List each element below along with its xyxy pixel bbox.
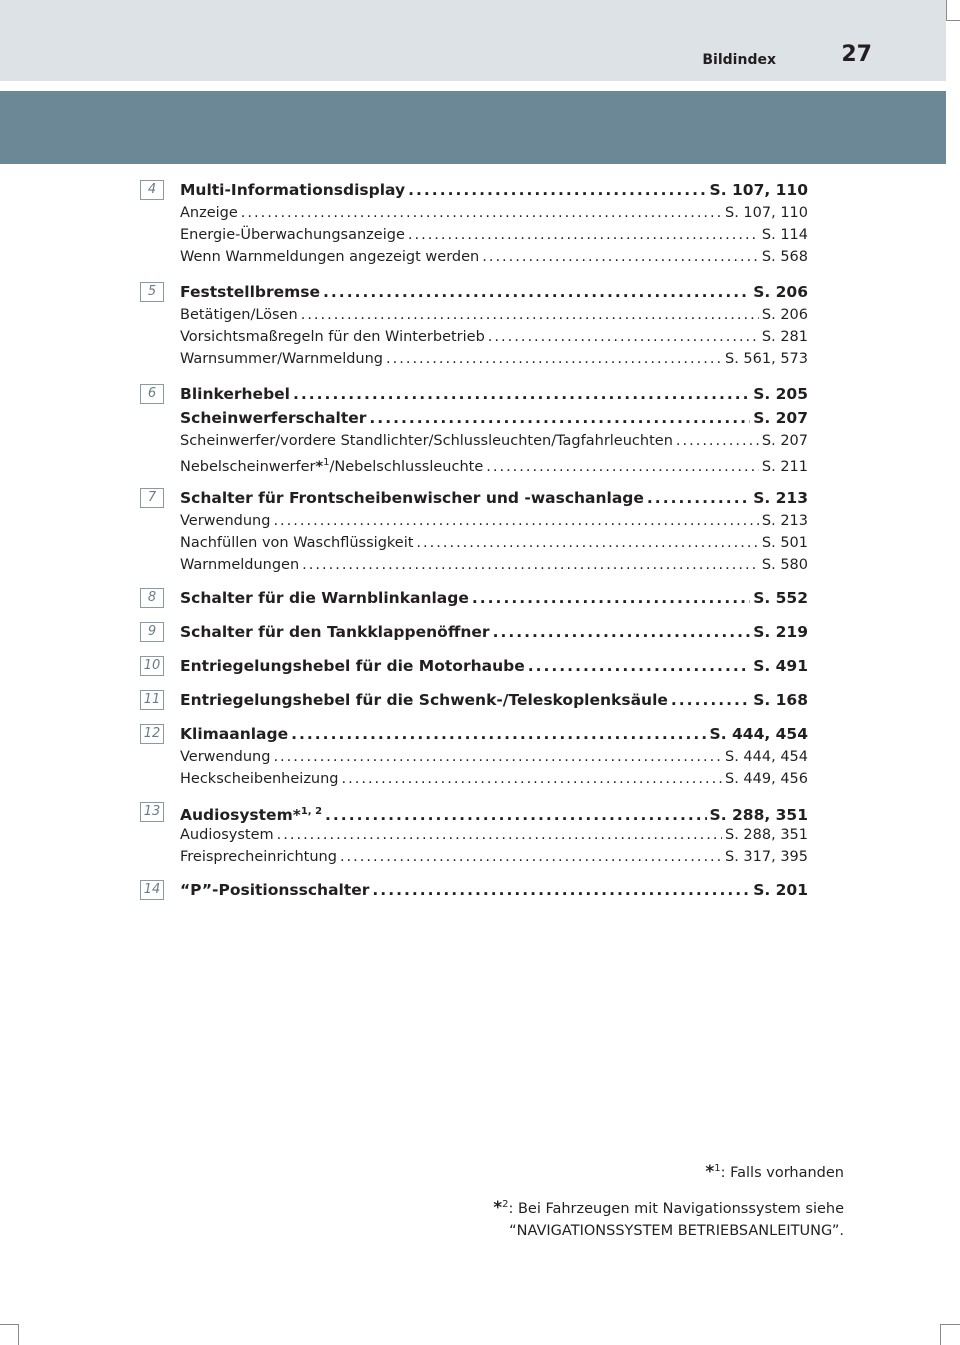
dot-leader [528, 654, 750, 678]
entry-label [180, 688, 668, 712]
entry-label [180, 722, 288, 746]
page-reference[interactable]: S. 491 [753, 657, 808, 675]
index-heading-row[interactable] [180, 486, 808, 510]
entry-number-badge: 5 [140, 282, 164, 302]
dot-leader [386, 348, 722, 370]
entry-label-text: Heckscheibenheizung [180, 771, 339, 787]
entry-label [180, 430, 673, 452]
dot-leader [340, 846, 722, 868]
entry-label [180, 620, 490, 644]
dot-leader [486, 456, 759, 474]
entry-label [180, 348, 383, 370]
entry-label-text: Schalter für Frontscheibenwischer und -waschanlage [180, 489, 644, 507]
entry-label-text: Klimaanlage [180, 725, 289, 743]
entry-label-text: Verwendung [180, 749, 271, 765]
footnote-ref: 1, 2 [300, 806, 323, 817]
dot-leader [493, 620, 751, 644]
dot-leader [293, 382, 750, 406]
entry-label-text: Vorsichtsmaßregeln für den Winterbetrieb [180, 329, 485, 345]
index-heading-row[interactable] [180, 620, 808, 644]
footnote-text: : Falls vorhanden [720, 1165, 844, 1181]
index-entry [140, 878, 808, 902]
entry-label [180, 178, 405, 202]
dot-leader [647, 486, 750, 510]
entry-label [180, 246, 479, 268]
entry-label-text: Schalter für die Warnblinkanlage [180, 589, 469, 607]
entry-label [180, 824, 274, 846]
entry-label [180, 326, 485, 348]
page-reference[interactable]: S. 317, 395 [725, 849, 808, 865]
entry-label [180, 586, 469, 610]
header-band [0, 91, 946, 164]
entry-label [180, 532, 413, 554]
index-entry [140, 688, 808, 712]
section-title: Bildindex [702, 52, 776, 68]
entry-number-badge: 14 [140, 880, 164, 900]
entry-label-text: Warnsummer/Warnmeldung [180, 351, 384, 367]
index-heading-row[interactable] [180, 382, 808, 406]
page-reference[interactable]: S. 580 [761, 557, 808, 573]
dot-leader [416, 532, 758, 554]
dot-leader [408, 178, 706, 202]
entry-label-text: Anzeige [180, 205, 238, 221]
page-reference[interactable]: S. 211 [761, 459, 808, 474]
page-reference[interactable]: S. 201 [753, 881, 808, 899]
entry-label-text: Blinkerhebel [180, 385, 290, 403]
dot-leader [671, 688, 750, 712]
index-heading-row[interactable] [180, 586, 808, 610]
entry-number-badge: 10 [140, 656, 164, 676]
entry-number-badge: 6 [140, 384, 164, 404]
index-subentry-row[interactable] [180, 246, 808, 268]
asterisk-icon: * [493, 1198, 503, 1218]
dot-leader [325, 803, 707, 824]
index-entry [140, 178, 808, 268]
entry-label-text: “P”-Positionsschalter [180, 881, 370, 899]
entry-label-text: Entriegelungshebel für die Motorhaube [180, 657, 525, 675]
page-reference[interactable]: S. 107, 110 [725, 205, 808, 221]
index-subentry-row[interactable] [180, 430, 808, 452]
asterisk-icon: * [705, 1162, 715, 1182]
dot-leader [291, 722, 706, 746]
entry-label [180, 202, 238, 224]
entry-label-text: Warnmeldungen [180, 557, 300, 573]
index-subentry-row[interactable] [180, 326, 808, 348]
crop-mark [946, 0, 947, 20]
entry-label-rest: /Nebelschlussleuchte [329, 459, 484, 474]
crop-mark [940, 1324, 941, 1345]
index-subentry-row[interactable] [180, 224, 808, 246]
index-heading-row[interactable] [180, 722, 808, 746]
entry-label [180, 654, 525, 678]
dot-leader [241, 202, 722, 224]
entry-label [180, 224, 405, 246]
page-reference[interactable]: S. 568 [761, 249, 808, 265]
index-subentry-row[interactable] [180, 452, 808, 474]
entry-number-badge: 7 [140, 488, 164, 508]
page-reference[interactable]: S. 219 [753, 623, 808, 641]
entry-label-text: Verwendung [180, 513, 271, 529]
index-heading-row[interactable] [180, 178, 808, 202]
entry-label [180, 746, 270, 768]
dot-leader [323, 280, 750, 304]
header-top-bar [0, 0, 946, 81]
entry-label-text: Betätigen/Lösen [180, 307, 298, 323]
asterisk-icon: * [292, 806, 301, 824]
entry-label-text: Schalter für den Tankklappenöffner [180, 623, 490, 641]
entry-label [180, 406, 366, 430]
dot-leader [273, 510, 758, 532]
dot-leader [301, 304, 759, 326]
page-reference[interactable]: S. 288, 351 [709, 806, 808, 824]
page-reference[interactable]: S. 561, 573 [725, 351, 808, 367]
index-subentry-row[interactable] [180, 824, 808, 846]
index-subentry-row[interactable] [180, 202, 808, 224]
entry-label [180, 846, 337, 868]
entry-number-badge: 12 [140, 724, 164, 744]
index-entry [140, 382, 808, 474]
page-reference[interactable]: S. 107, 110 [709, 181, 808, 199]
index-entry [140, 586, 808, 610]
dot-leader [277, 824, 722, 846]
dot-leader [369, 406, 750, 430]
entry-label-text: Energie-Überwachungsanzeige [180, 227, 405, 243]
entry-label-text: Nachfüllen von Waschflüssigkeit [180, 535, 414, 551]
dot-leader [408, 224, 759, 246]
entry-label-text: Multi-Informationsdisplay [180, 181, 406, 199]
page-reference[interactable]: S. 205 [753, 385, 808, 403]
entry-label-text: Audiosystem [180, 806, 293, 824]
footnote-2 [324, 1194, 844, 1242]
entry-label-text: Audiosystem [180, 827, 274, 843]
entry-label-text: Scheinwerferschalter [180, 409, 367, 427]
entry-number-badge: 11 [140, 690, 164, 710]
asterisk-icon: * [315, 459, 324, 474]
index-heading-row[interactable] [180, 878, 808, 902]
entry-label-text: Freisprecheinrichtung [180, 849, 337, 865]
page-reference[interactable]: S. 207 [761, 433, 808, 449]
entry-label [180, 452, 483, 474]
index-subentry-row[interactable] [180, 532, 808, 554]
index-entry [140, 280, 808, 370]
index-subentry-row[interactable] [180, 746, 808, 768]
page-reference[interactable]: S. 288, 351 [725, 827, 808, 843]
index-entries [140, 178, 808, 902]
index-entry [140, 800, 808, 868]
page-reference[interactable]: S. 206 [753, 283, 808, 301]
index-subentry-row[interactable] [180, 304, 808, 326]
page-reference[interactable]: S. 281 [761, 329, 808, 345]
footnotes [324, 1158, 844, 1242]
crop-mark [946, 20, 960, 21]
index-entry [140, 620, 808, 644]
entry-label-text: Feststellbremse [180, 283, 321, 301]
entry-label [180, 878, 369, 902]
entry-label [180, 510, 270, 532]
page-reference[interactable]: S. 449, 456 [725, 771, 808, 787]
dot-leader [676, 430, 759, 452]
page-reference[interactable]: S. 501 [761, 535, 808, 551]
dot-leader [273, 746, 722, 768]
footnote-marker: 2 [502, 1199, 509, 1210]
entry-label [180, 304, 298, 326]
index-subentry-row[interactable] [180, 554, 808, 576]
index-entry [140, 722, 808, 790]
footnote-text: : Bei Fahrzeugen mit Navigationssystem siehe [508, 1201, 844, 1217]
footnote-1 [324, 1158, 844, 1184]
dot-leader [302, 554, 759, 576]
page-reference[interactable]: S. 213 [761, 513, 808, 529]
crop-mark [0, 1324, 18, 1325]
index-entry [140, 654, 808, 678]
page-number: 27 [841, 42, 872, 67]
page-reference[interactable]: S. 168 [753, 691, 808, 709]
page-reference[interactable]: S. 206 [761, 307, 808, 323]
entry-number-badge: 9 [140, 622, 164, 642]
page-reference[interactable]: S. 444, 454 [709, 725, 808, 743]
entry-label [180, 554, 299, 576]
entry-label [180, 280, 320, 304]
dot-leader [372, 878, 750, 902]
index-subentry-row[interactable] [180, 348, 808, 370]
footnote-ref: 1 [323, 457, 330, 468]
entry-label [180, 382, 290, 406]
index-subentry-row[interactable] [180, 846, 808, 868]
entry-label [180, 768, 339, 790]
index-entry [140, 486, 808, 576]
footnote-marker: 1 [714, 1163, 721, 1174]
entry-label-text: Scheinwerfer/vordere Standlichter/Schlussleuchten/Tagfahrleuchten [180, 433, 673, 449]
page-reference[interactable]: S. 114 [761, 227, 808, 243]
index-heading-row[interactable] [180, 280, 808, 304]
index-heading-row[interactable] [180, 654, 808, 678]
index-subentry-row[interactable] [180, 768, 808, 790]
footnote-text-line2: “NAVIGATIONSSYSTEM BETRIEBSANLEITUNG”. [509, 1223, 844, 1239]
entry-label-text: Nebelscheinwerfer [180, 459, 316, 474]
entry-label-text: Entriegelungshebel für die Schwenk-/Teleskoplenksäule [180, 691, 668, 709]
page-reference[interactable]: S. 213 [753, 489, 808, 507]
entry-label [180, 800, 322, 824]
dot-leader [472, 586, 750, 610]
page-reference[interactable]: S. 552 [753, 589, 808, 607]
page-reference[interactable]: S. 207 [753, 409, 808, 427]
index-heading-row[interactable] [180, 688, 808, 712]
entry-number-badge: 8 [140, 588, 164, 608]
index-heading-row[interactable] [180, 800, 808, 824]
crop-mark [18, 1324, 19, 1345]
dot-leader [342, 768, 722, 790]
index-heading-row[interactable] [180, 406, 808, 430]
page-reference[interactable]: S. 444, 454 [725, 749, 808, 765]
dot-leader [488, 326, 759, 348]
entry-label-text: Wenn Warnmeldungen angezeigt werden [180, 249, 480, 265]
entry-number-badge: 13 [140, 802, 164, 822]
entry-label [180, 486, 644, 510]
crop-mark [940, 1324, 960, 1325]
dot-leader [482, 246, 759, 268]
index-subentry-row[interactable] [180, 510, 808, 532]
entry-number-badge: 4 [140, 180, 164, 200]
